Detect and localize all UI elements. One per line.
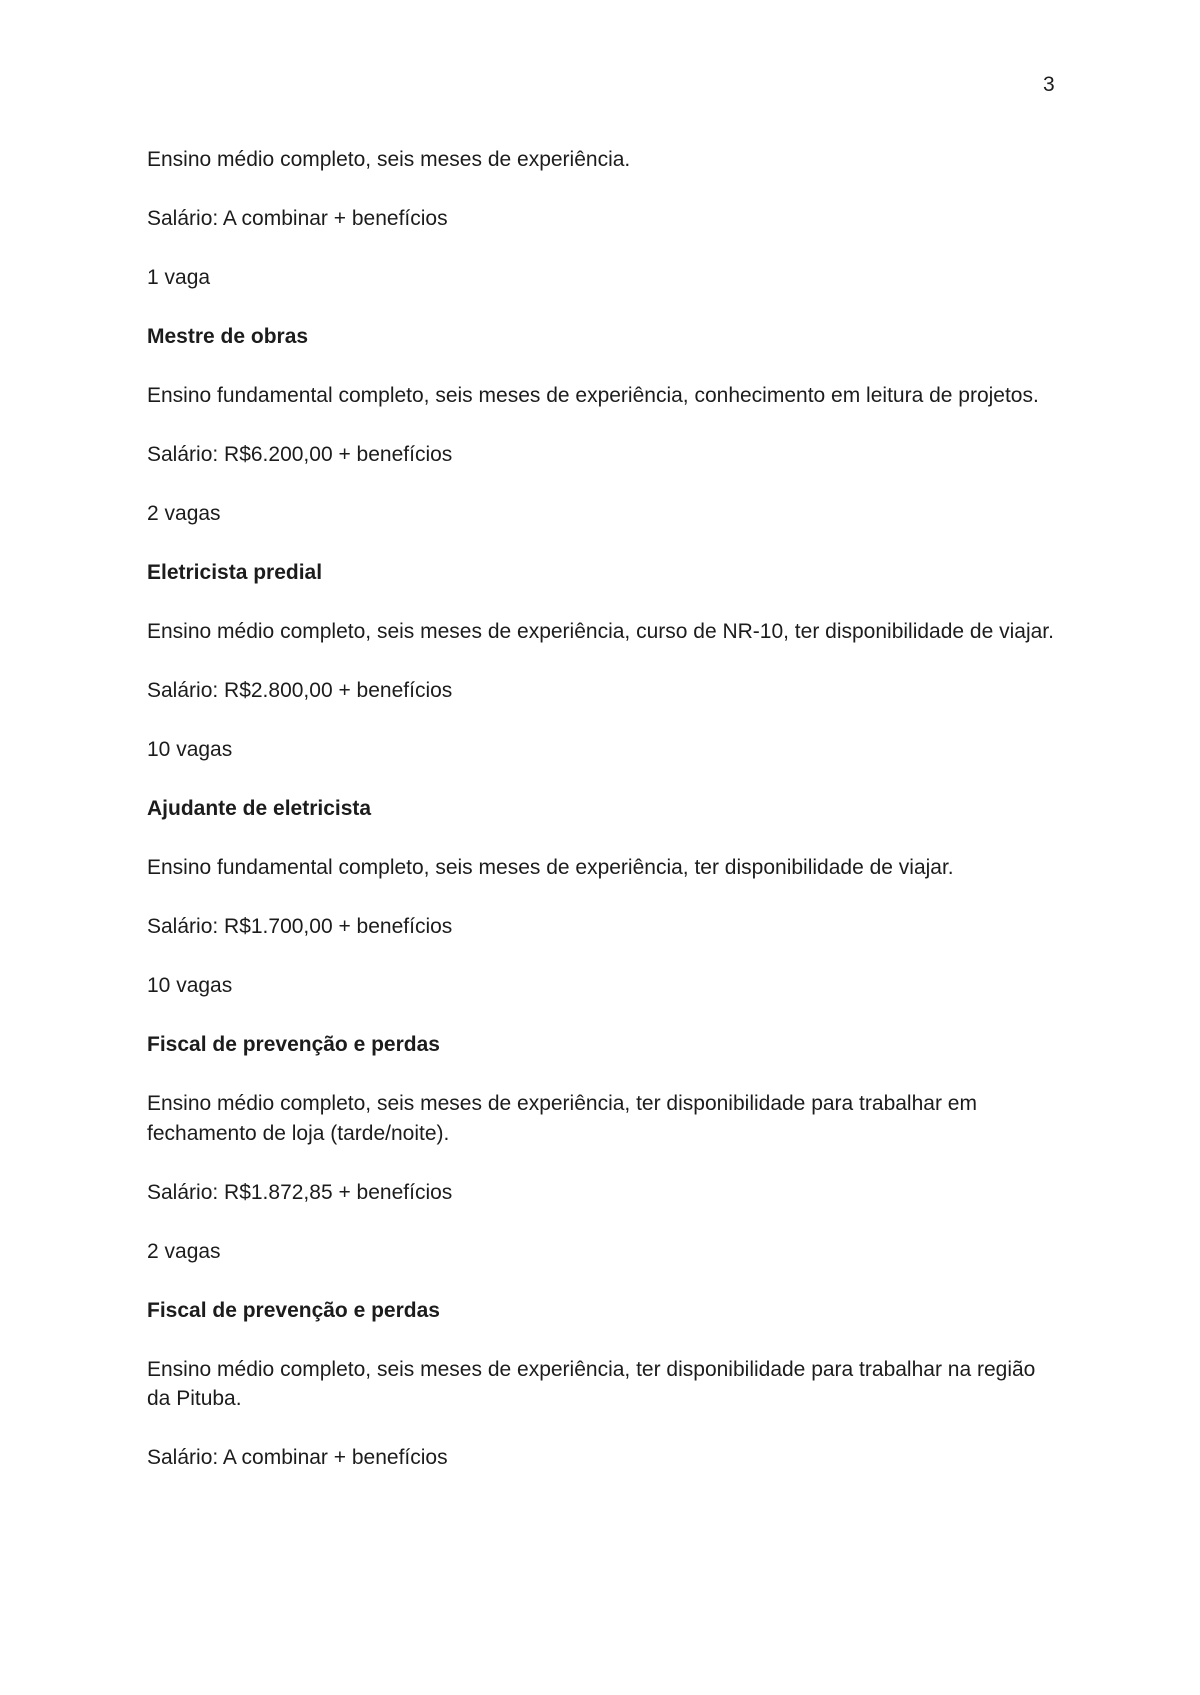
job-listings (147, 145, 1057, 1502)
job-title: Fiscal de prevenção e perdas (147, 1033, 440, 1056)
job-title: Ajudante de eletricista (147, 797, 372, 820)
job-requirements: Ensino fundamental completo, seis meses de experiência, conhecimento em leitura de projetos. (147, 384, 1039, 407)
intro-requirements: Ensino médio completo, seis meses de experiência. (147, 148, 631, 171)
job-title: Eletricista predial (147, 561, 323, 584)
job-vacancies: 10 vagas (147, 974, 233, 997)
job-title: Mestre de obras (147, 325, 309, 348)
job-requirements: Ensino fundamental completo, seis meses de experiência, ter disponibilidade de viajar. (147, 856, 954, 879)
job-requirements: Ensino médio completo, seis meses de experiência, ter disponibilidade para trabalhar na região da Pituba. (147, 1357, 1036, 1410)
job-salary: Salário: R$6.200,00 + benefícios (147, 443, 453, 466)
job-salary: Salário: R$1.872,85 + benefícios (147, 1180, 453, 1204)
job-vacancies: 2 vagas (147, 1239, 221, 1263)
job-salary: Salário: R$1.700,00 + benefícios (147, 915, 453, 938)
intro-salary: Salário: A combinar + benefícios (147, 207, 448, 230)
job-vacancies: 2 vagas (147, 502, 221, 525)
job-requirements: Ensino médio completo, seis meses de experiência, curso de NR-10, ter disponibilidade de viajar. (147, 620, 1054, 643)
job-salary: Salário: R$2.800,00 + benefícios (147, 679, 453, 702)
job-vacancies: 10 vagas (147, 738, 233, 761)
job-title: Fiscal de prevenção e perdas (147, 1298, 440, 1322)
job-salary: Salário: A combinar + benefícios (147, 1446, 448, 1469)
page-number: 3 (1043, 73, 1055, 96)
job-requirements: Ensino médio completo, seis meses de experiência, ter disponibilidade para trabalhar em fechamento de loja (tarde/noite). (147, 1092, 977, 1145)
intro-vacancies: 1 vaga (147, 266, 211, 289)
